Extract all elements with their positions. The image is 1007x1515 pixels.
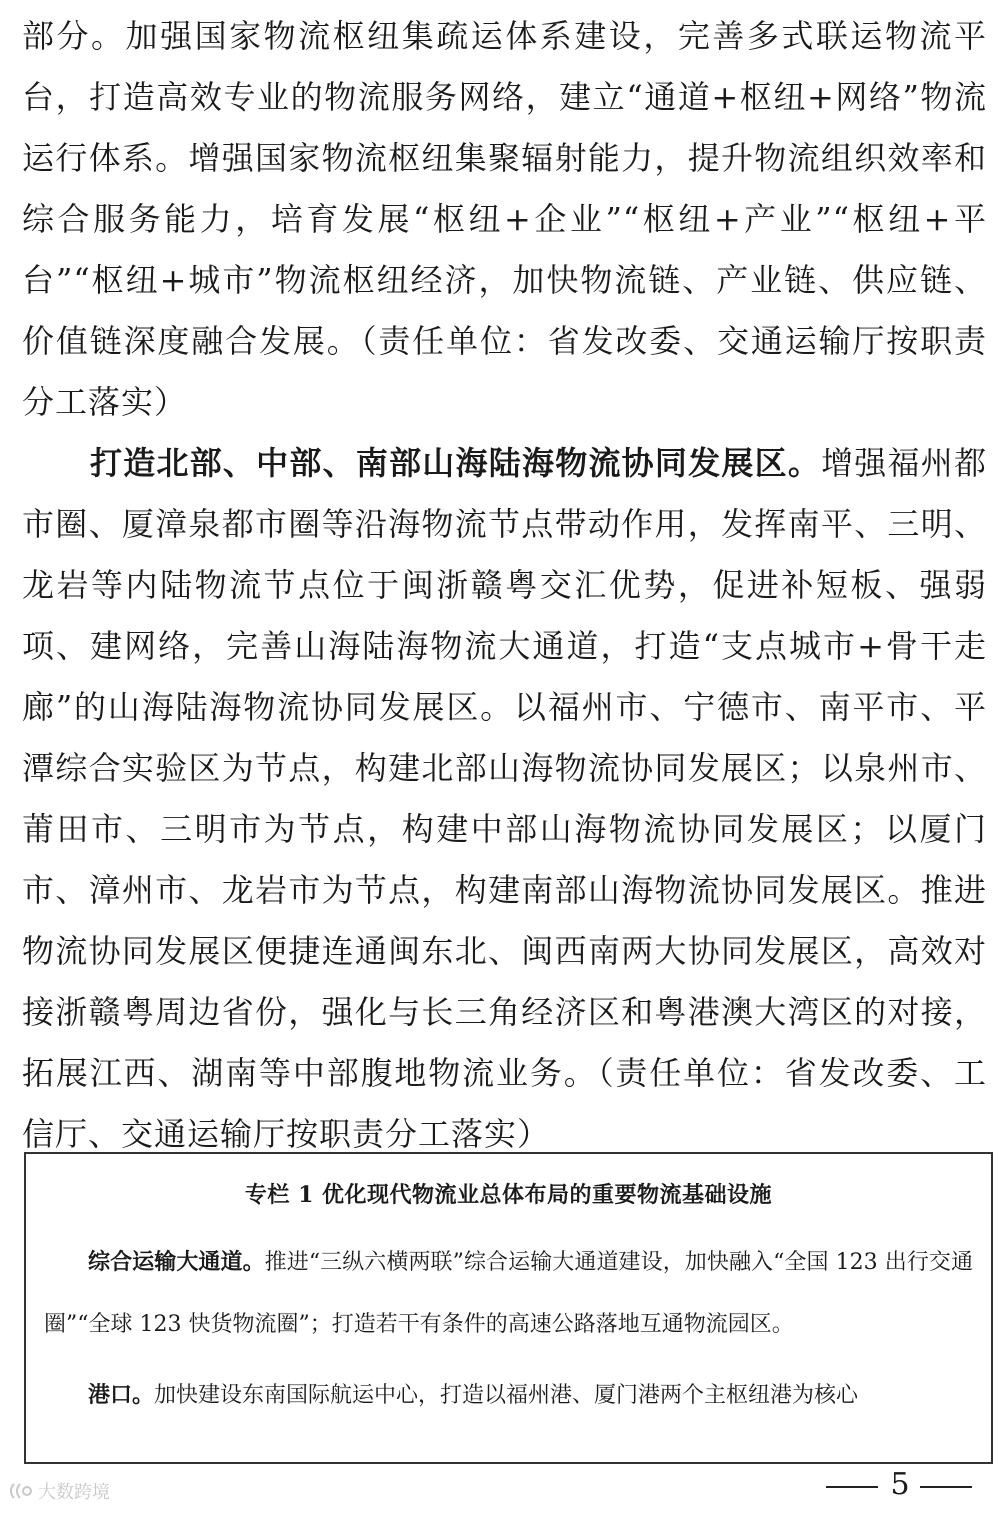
column-box-item-1-text: 推进“三纵六横两联”综合运输大通道建设，加快融入“全国 123 出行交通圈”“全球 123 快货物流圈”；打造若干有条件的高速公路落地互通物流园区。 [44,1250,973,1337]
paragraph-1-text: 部分。加强国家物流枢纽集疏运体系建设，完善多式联运物流平台，打造高效专业的物流服务网络，建立“通道+枢纽+网络”物流运行体系。增强国家物流枢纽集聚辐射能力，提升物流组织效率和综合服务能力，培育发展“枢纽+企业”“枢纽+产业”“枢纽+平台”“枢纽+城市”物流枢纽经济，加快物流链、产业链、供应链、价值链深度融合发展。（责任单位：省发改委、交通运输厅按职责分工落实） [22,17,987,421]
column-box-item-1 [44,1231,973,1356]
document-body [22,6,987,1165]
page-number-dash-right [920,1486,972,1488]
column-box-item-1-heading: 综合运输大通道。 [88,1249,265,1275]
logo-icon [8,1480,34,1502]
column-box-item-2 [44,1364,973,1427]
paragraph-2 [22,433,987,1165]
page-number: 5 [890,1467,910,1502]
column-box [24,1152,993,1464]
page-number-dash-left [826,1486,878,1488]
column-box-item-2-heading: 港口。 [88,1382,155,1408]
paragraph-2-text: 增强福州都市圈、厦漳泉都市圈等沿海物流节点带动作用，发挥南平、三明、龙岩等内陆物流节点位于闽浙赣粤交汇优势，促进补短板、强弱项、建网络，完善山海陆海物流大通道，打造“支点城市+骨干走廊”的山海陆海物流协同发展区。以福州市、宁德市、南平市、平潭综合实验区为节点，构建北部山海物流协同发展区；以泉州市、莆田市、三明市为节点，构建中部山海物流协同发展区；以厦门市、漳州市、龙岩市为节点，构建南部山海物流协同发展区。推进物流协同发展区便捷连通闽东北、闽西南两大协同发展区，高效对接浙赣粤周边省份，强化与长三角经济区和粤港澳大湾区的对接，拓展江西、湖南等中部腹地物流业务。（责任单位：省发改委、工信厅、交通运输厅按职责分工落实） [22,444,987,1153]
paragraph-1 [22,6,987,433]
watermark-text: 大数跨境 [38,1482,110,1503]
watermark [8,1478,110,1504]
paragraph-2-heading: 打造北部、中部、南部山海陆海物流协同发展区。 [90,444,822,482]
column-box-item-2-text: 加快建设东南国际航运中心，打造以福州港、厦门港两个主枢纽港为核心 [154,1383,859,1408]
column-box-title: 专栏 1 优化现代物流业总体布局的重要物流基础设施 [244,1182,773,1208]
